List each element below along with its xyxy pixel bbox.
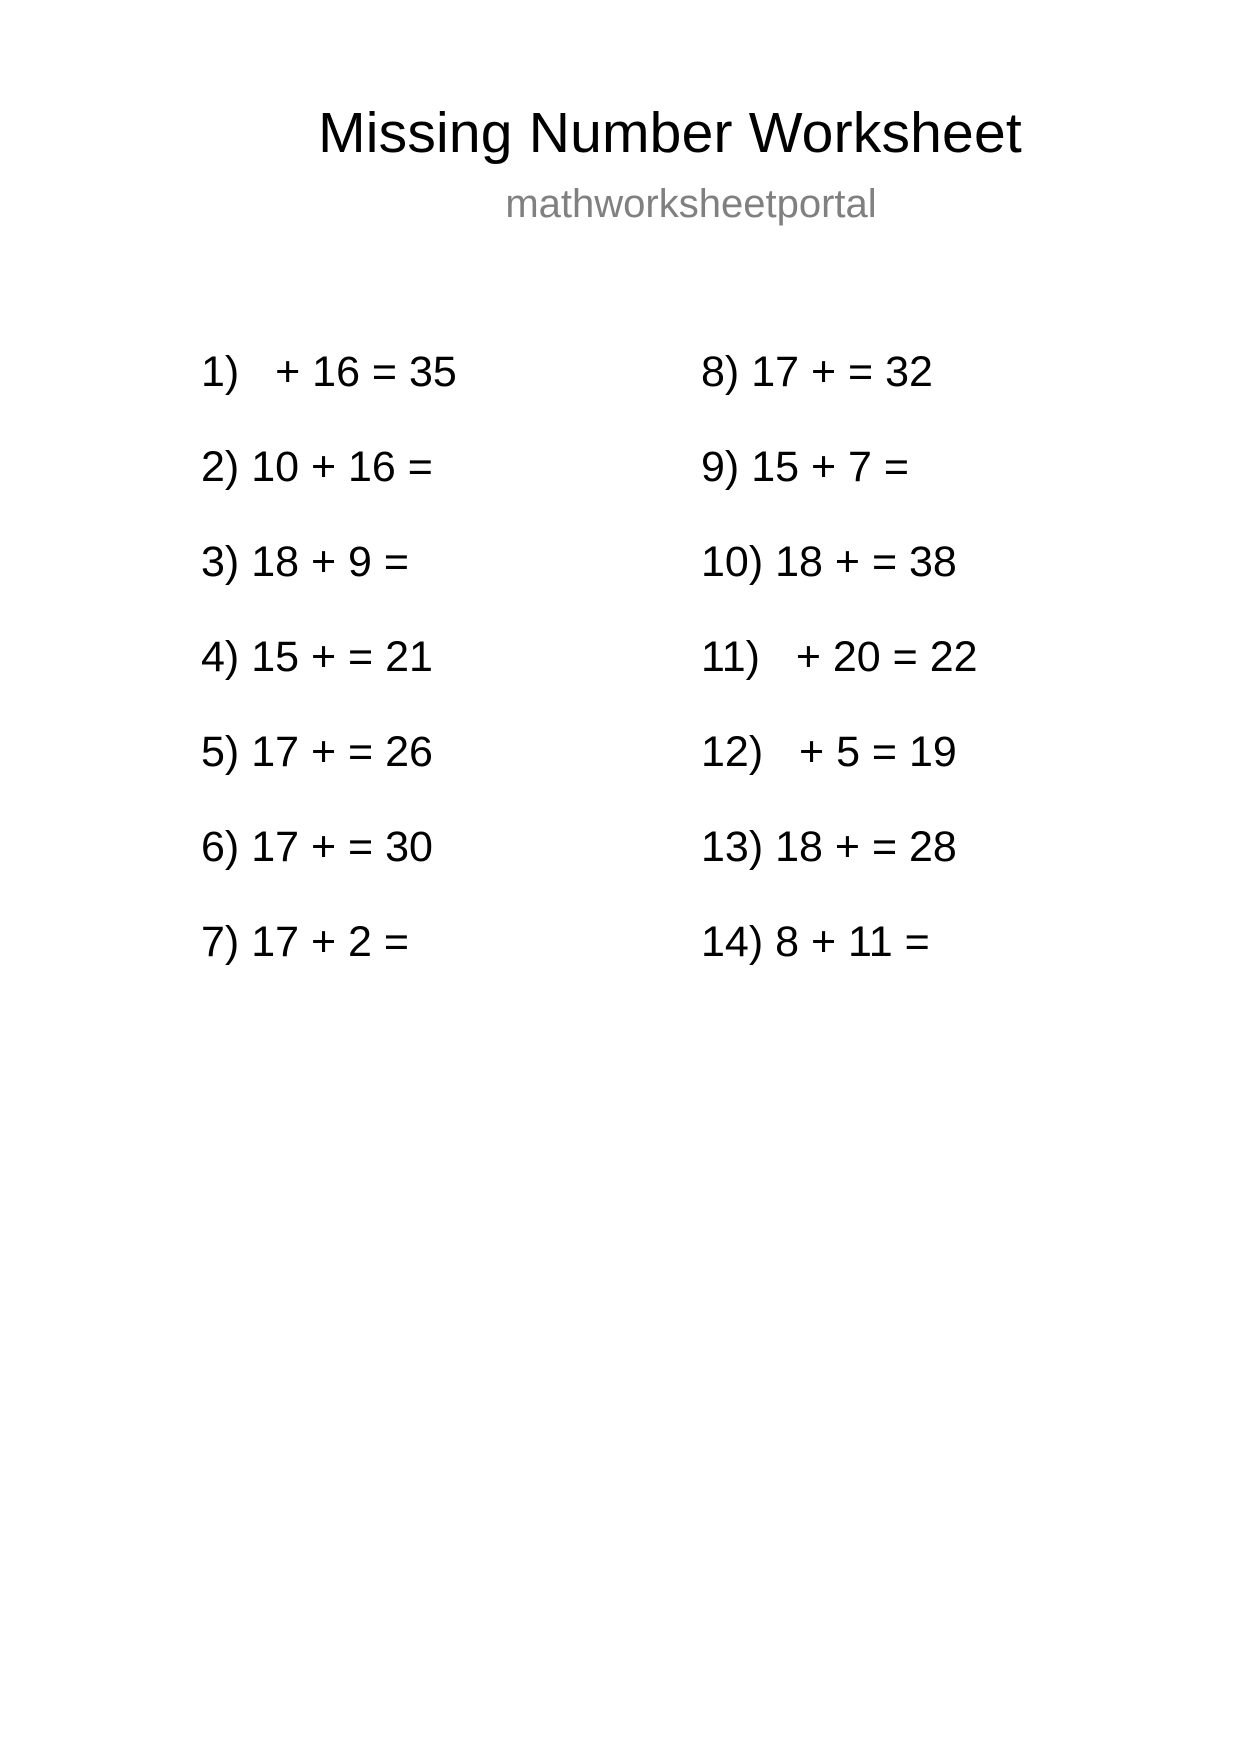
problem-text-before: 15 + 7 =: [751, 443, 909, 491]
problem-text-after: = 26: [348, 728, 433, 776]
problem-text-before: 17 +: [251, 823, 349, 871]
problem-number: 5): [201, 728, 240, 776]
problems-left-column: [201, 347, 457, 1012]
problem-number: 9): [701, 443, 740, 491]
problem-11: [701, 632, 978, 727]
problem-text-after: + 16 = 35: [275, 348, 457, 396]
problem-number: 8): [701, 348, 740, 396]
problem-2: [201, 442, 457, 537]
problem-text-after: + 20 = 22: [795, 633, 978, 681]
problem-9: [701, 442, 978, 537]
problem-13: [701, 822, 978, 917]
problem-number: 2): [201, 443, 240, 491]
problem-text-after: = 30: [348, 823, 433, 871]
problem-number: 1): [201, 348, 240, 396]
problem-number: 3): [201, 538, 240, 586]
problem-text-after: = 32: [848, 348, 933, 396]
problem-number: 11): [701, 633, 760, 681]
problem-4: [201, 632, 457, 727]
problem-text-before: 18 +: [775, 823, 872, 871]
problem-10: [701, 537, 978, 632]
problem-7: [201, 917, 457, 1012]
problem-8: [701, 347, 978, 442]
problem-number: 7): [201, 918, 240, 966]
worksheet-subtitle: mathworksheetportal: [505, 182, 877, 226]
worksheet-title: Missing Number Worksheet: [318, 101, 1022, 165]
problem-text-before: 15 +: [251, 633, 349, 681]
problem-5: [201, 727, 457, 822]
problem-text-before: 18 + 9 =: [251, 538, 409, 586]
problem-text-after: + 5 = 19: [799, 728, 957, 776]
problem-3: [201, 537, 457, 632]
problem-text-before: 8 + 11 =: [775, 918, 930, 966]
problem-number: 4): [201, 633, 240, 681]
problem-text-before: 17 +: [251, 728, 349, 776]
problem-1: [201, 347, 457, 442]
problem-number: 10): [701, 538, 764, 586]
problem-text-after: = 28: [871, 823, 957, 871]
problem-6: [201, 822, 457, 917]
problem-text-after: = 38: [871, 538, 957, 586]
problem-number: 12): [701, 728, 764, 776]
problem-14: [701, 917, 978, 1012]
problem-text-before: 10 + 16 =: [251, 443, 433, 491]
problem-number: 13): [701, 823, 764, 871]
problem-12: [701, 727, 978, 822]
problem-number: 6): [201, 823, 240, 871]
problem-text-before: 18 +: [775, 538, 872, 586]
problem-number: 14): [701, 918, 764, 966]
problem-text-after: = 21: [348, 633, 433, 681]
problem-text-before: 17 + 2 =: [251, 918, 409, 966]
problems-right-column: [701, 347, 978, 1012]
problem-text-before: 17 +: [751, 348, 849, 396]
